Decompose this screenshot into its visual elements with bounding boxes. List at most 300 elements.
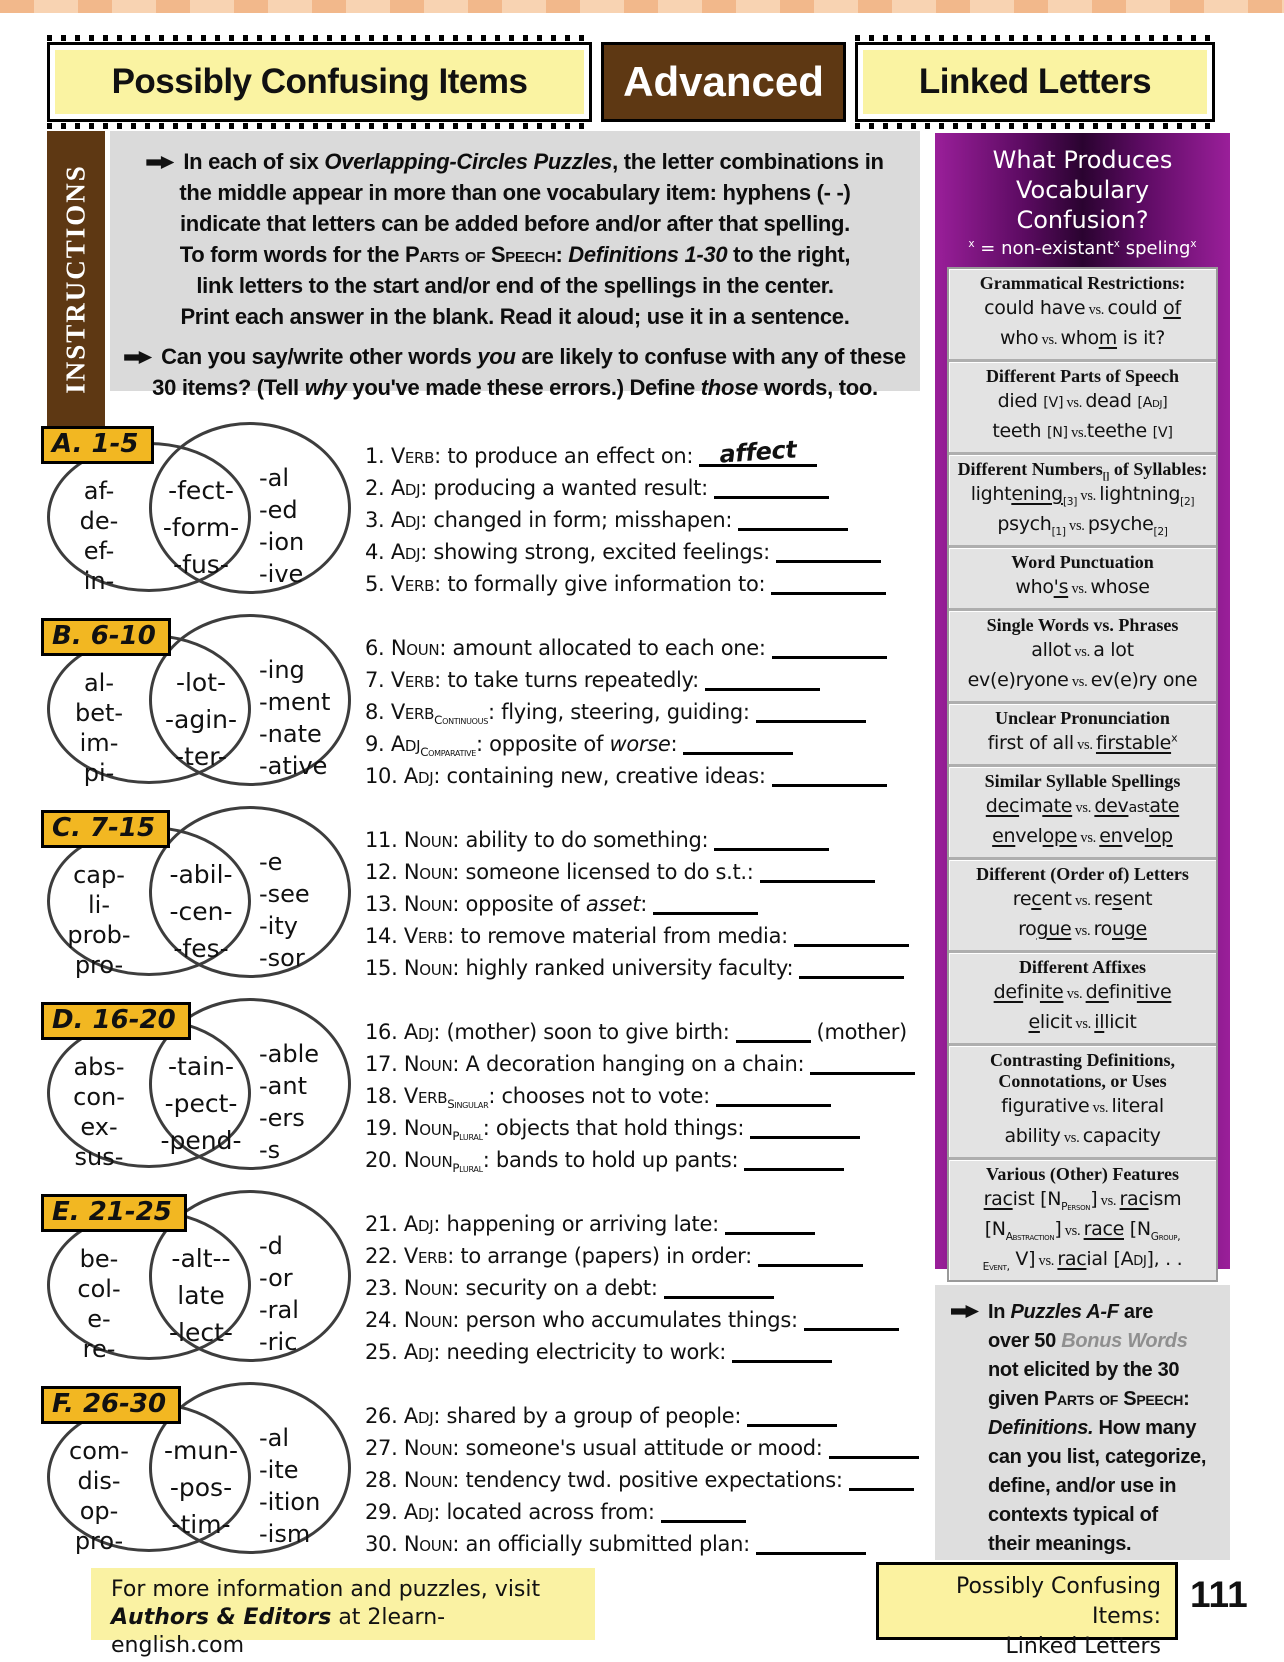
answer-blank[interactable] bbox=[747, 1406, 837, 1427]
definition-number: 3. bbox=[365, 508, 391, 532]
answer-blank[interactable] bbox=[829, 1438, 919, 1459]
answer-blank[interactable] bbox=[683, 734, 793, 755]
text-line: To form words for the Parts of Speech: Definitions 1-30 to the right, bbox=[179, 242, 851, 267]
part-of-speech-qualifier: Singular bbox=[447, 1097, 489, 1112]
letter-fragment: -mun- bbox=[163, 1436, 239, 1465]
definition-text: opposite of worse: bbox=[489, 732, 678, 756]
confusion-category bbox=[949, 857, 1216, 950]
answer-blank[interactable] bbox=[756, 1534, 866, 1555]
definition-text: to produce an effect on: bbox=[447, 444, 694, 468]
venn-stems bbox=[145, 1432, 257, 1543]
puzzle-label: C. 7-15 bbox=[41, 810, 170, 848]
instructions-paragraph-1 bbox=[120, 146, 910, 332]
text-line: For more information and puzzles, visit bbox=[111, 1577, 541, 1602]
definition-item: 17. Noun: A decoration hanging on a chain: bbox=[365, 1052, 920, 1076]
part-of-speech-qualifier: Plural bbox=[452, 1129, 483, 1144]
definition-text: highly ranked university faculty: bbox=[465, 956, 794, 980]
category-header: Contrasting Definitions, bbox=[989, 1050, 1175, 1070]
letter-fragment: ef- bbox=[83, 537, 115, 565]
answer-blank[interactable] bbox=[804, 1310, 899, 1331]
definition-text: happening or arriving late: bbox=[446, 1212, 719, 1236]
puzzle-row bbox=[45, 784, 920, 980]
definition-text: security on a debt: bbox=[465, 1276, 658, 1300]
venn-diagram bbox=[45, 592, 357, 787]
part-of-speech: Noun bbox=[403, 1532, 453, 1556]
confusion-category bbox=[949, 545, 1216, 608]
venn-suffixes bbox=[259, 654, 353, 782]
footer-title-line2: Linked Letters bbox=[1005, 1634, 1161, 1659]
sidebar-title-line1: What Produces bbox=[992, 146, 1173, 174]
example-line: $_{Event,}$ V] vs. racial [Adj], . . bbox=[982, 1248, 1183, 1273]
letter-fragment: -tim- bbox=[171, 1510, 231, 1539]
letter-fragment: bet- bbox=[74, 699, 124, 727]
definition-item: 21. Adj: happening or arriving late: bbox=[365, 1212, 920, 1236]
letter-fragment: -pos- bbox=[169, 1473, 233, 1502]
confusion-category bbox=[949, 359, 1216, 452]
sidebar-title-line2: Vocabulary Confusion? bbox=[1015, 176, 1150, 234]
definition-number: 8. bbox=[365, 700, 391, 724]
part-of-speech: Adj bbox=[390, 476, 421, 500]
category-header: Single Words vs. Phrases bbox=[986, 615, 1179, 635]
example-line: recent vs. resent bbox=[1012, 888, 1153, 910]
definition-text: located across from: bbox=[446, 1500, 655, 1524]
example-line: decimate vs. devastate bbox=[985, 795, 1180, 817]
confusion-category bbox=[949, 764, 1216, 857]
answer-blank[interactable] bbox=[714, 478, 829, 499]
definition-number: 7. bbox=[365, 668, 391, 692]
definition-number: 10. bbox=[365, 764, 404, 788]
answer-blank[interactable] bbox=[664, 1278, 774, 1299]
example-line: lightening$_{[3]}$ vs. lightning$_{[2]}$ bbox=[970, 483, 1195, 508]
text-line: In each of six Overlapping-Circles Puzzles, the letter combinations in bbox=[120, 146, 910, 177]
definition-item: 26. Adj: shared by a group of people: bbox=[365, 1404, 920, 1428]
definition-number: 15. bbox=[365, 956, 404, 980]
definition-number: 9. bbox=[365, 732, 391, 756]
part-of-speech: Adj bbox=[403, 764, 434, 788]
arrow-bullet-icon bbox=[124, 351, 152, 364]
part-of-speech: Noun bbox=[390, 636, 440, 660]
part-of-speech: Adj bbox=[390, 732, 421, 756]
definition-number: 22. bbox=[365, 1244, 404, 1268]
example-line: figurative vs. literal bbox=[1001, 1095, 1164, 1117]
text-line: the middle appear in more than one vocabulary item: hyphens (- -) bbox=[179, 180, 851, 205]
letter-fragment: -ition bbox=[259, 1488, 321, 1516]
venn-prefixes bbox=[55, 1244, 143, 1364]
part-of-speech: Noun bbox=[403, 828, 453, 852]
definition-number: 19. bbox=[365, 1116, 404, 1140]
definition-item: 28. Noun: tendency twd. positive expectations: bbox=[365, 1468, 920, 1492]
part-of-speech: Noun bbox=[403, 1436, 453, 1460]
venn-stems bbox=[145, 664, 257, 775]
definition-number: 13. bbox=[365, 892, 404, 916]
definition-number: 4. bbox=[365, 540, 391, 564]
definition-text: (mother) soon to give birth: bbox=[446, 1020, 730, 1044]
letter-fragment: af- bbox=[83, 477, 115, 505]
letter-fragment: -ity bbox=[259, 912, 298, 940]
definition-text: flying, steering, guiding: bbox=[501, 700, 750, 724]
instructions-tab bbox=[47, 131, 105, 427]
puzzle-label: B. 6-10 bbox=[41, 618, 171, 656]
letter-fragment: -lect- bbox=[169, 1318, 233, 1347]
text-line: In Puzzles A-F are bbox=[951, 1298, 1220, 1327]
definition-text: objects that hold things: bbox=[495, 1116, 745, 1140]
part-of-speech-qualifier: Comparative bbox=[420, 745, 477, 760]
definition-item: 22. Verb: to arrange (papers) in order: bbox=[365, 1244, 920, 1268]
confusion-category bbox=[949, 1043, 1216, 1157]
answer-blank[interactable] bbox=[776, 542, 881, 563]
definition-item: 25. Adj: needing electricity to work: bbox=[365, 1340, 920, 1364]
definition-number: 26. bbox=[365, 1404, 404, 1428]
definition-text: to take turns repeatedly: bbox=[447, 668, 699, 692]
definitions-list bbox=[357, 1168, 920, 1364]
definition-text: producing a wanted result: bbox=[433, 476, 708, 500]
definitions-list bbox=[357, 400, 920, 596]
venn-prefixes bbox=[55, 1436, 143, 1556]
definition-number: 20. bbox=[365, 1148, 404, 1172]
letter-fragment: re- bbox=[82, 1335, 116, 1363]
letter-fragment: -ing bbox=[259, 656, 305, 684]
definition-item: 27. Noun: someone's usual attitude or mood: bbox=[365, 1436, 920, 1460]
confusion-sidebar bbox=[935, 133, 1230, 1273]
example-line: died [V] vs. dead [Adj] bbox=[997, 390, 1168, 412]
definition-item: 13. Noun: opposite of asset: bbox=[365, 892, 920, 916]
definition-text: to arrange (papers) in order: bbox=[460, 1244, 752, 1268]
letter-fragment: -ter- bbox=[175, 742, 227, 771]
level-badge: Advanced bbox=[604, 45, 843, 119]
decorative-top-strip bbox=[0, 0, 1284, 13]
confusion-category bbox=[949, 608, 1216, 701]
part-of-speech: Adj bbox=[390, 540, 421, 564]
definition-item: 10. Adj: containing new, creative ideas: bbox=[365, 764, 920, 788]
letter-fragment: abs- bbox=[73, 1053, 125, 1081]
answer-blank[interactable] bbox=[736, 1022, 811, 1043]
arrow-bullet-icon bbox=[146, 156, 174, 169]
venn-diagram bbox=[45, 1168, 357, 1363]
venn-diagram bbox=[45, 976, 357, 1171]
letter-fragment: -s bbox=[259, 1136, 281, 1164]
definition-number: 24. bbox=[365, 1308, 404, 1332]
letter-fragment: op- bbox=[79, 1497, 119, 1525]
confusion-categories bbox=[947, 267, 1218, 1282]
definition-number: 12. bbox=[365, 860, 404, 884]
definition-text: an officially submitted plan: bbox=[465, 1532, 750, 1556]
definition-text: to remove material from media: bbox=[460, 924, 788, 948]
puzzle-label: A. 1-5 bbox=[41, 426, 154, 464]
text-line: indicate that letters can be added before and/or after that spelling. bbox=[180, 211, 850, 236]
venn-diagram bbox=[45, 400, 357, 595]
definition-number: 14. bbox=[365, 924, 404, 948]
letter-fragment: -ral bbox=[259, 1296, 299, 1324]
answer-blank[interactable] bbox=[756, 702, 866, 723]
letter-fragment: -nate bbox=[259, 720, 322, 748]
example-line: ability vs. capacity bbox=[1004, 1125, 1161, 1147]
venn-prefixes bbox=[55, 1052, 143, 1172]
page-header bbox=[47, 42, 1215, 122]
definition-number: 18. bbox=[365, 1084, 404, 1108]
definition-number: 29. bbox=[365, 1500, 404, 1524]
definition-tail: (mother) bbox=[816, 1020, 907, 1044]
example-line: could have vs. could of bbox=[984, 297, 1181, 319]
handwritten-answer: affect bbox=[718, 435, 798, 469]
venn-prefixes bbox=[55, 476, 143, 596]
sidebar-subtitle: $^x$ = non-existant$^x$ speling$^x$ bbox=[968, 238, 1197, 259]
letter-fragment: dis- bbox=[77, 1467, 121, 1495]
definition-text: opposite of asset: bbox=[465, 892, 648, 916]
puzzle-row bbox=[45, 1360, 920, 1556]
confusion-category bbox=[949, 269, 1216, 359]
definition-item: 1. Verb: to produce an effect on: affect bbox=[365, 444, 920, 468]
definition-number: 16. bbox=[365, 1020, 404, 1044]
part-of-speech: Noun bbox=[403, 1468, 453, 1492]
example-line: definite vs. definitive bbox=[993, 981, 1172, 1003]
definition-number: 27. bbox=[365, 1436, 404, 1460]
letter-fragment: -fect- bbox=[168, 476, 234, 505]
puzzle-label: E. 21-25 bbox=[41, 1194, 187, 1232]
puzzle-row bbox=[45, 1168, 920, 1364]
letter-fragment: -ion bbox=[259, 528, 305, 556]
letter-fragment: -lot- bbox=[175, 668, 227, 697]
letter-fragment: be- bbox=[79, 1245, 119, 1273]
part-of-speech-qualifier: Continuous bbox=[434, 713, 488, 728]
confusion-category bbox=[949, 950, 1216, 1043]
category-header: Different (Order of) Letters bbox=[976, 864, 1189, 884]
part-of-speech: Adj bbox=[403, 1212, 434, 1236]
answer-blank[interactable] bbox=[772, 638, 887, 659]
definition-item: 15. Noun: highly ranked university faculty: bbox=[365, 956, 920, 980]
definition-item: 20. Noun$_{Plural}$: bands to hold up pants: bbox=[365, 1148, 920, 1172]
letter-fragment: -ant bbox=[259, 1072, 307, 1100]
answer-blank[interactable] bbox=[714, 830, 829, 851]
letter-fragment: -tain- bbox=[168, 1052, 234, 1081]
part-of-speech: Verb bbox=[390, 668, 435, 692]
definition-text: needing electricity to work: bbox=[446, 1340, 727, 1364]
letter-fragment: -ers bbox=[259, 1104, 305, 1132]
letter-fragment: pi- bbox=[83, 759, 115, 787]
definition-item: 12. Noun: someone licensed to do s.t.: bbox=[365, 860, 920, 884]
answer-blank[interactable] bbox=[705, 670, 820, 691]
answer-blank[interactable] bbox=[661, 1502, 746, 1523]
page-title-series: Possibly Confusing Items bbox=[55, 50, 584, 114]
letter-fragment: prob- bbox=[67, 921, 131, 949]
definition-item: 23. Noun: security on a debt: bbox=[365, 1276, 920, 1300]
puzzles-column bbox=[45, 400, 920, 1556]
letter-fragment: -fus- bbox=[173, 550, 229, 579]
answer-blank[interactable] bbox=[758, 1246, 863, 1267]
definition-text: someone licensed to do s.t.: bbox=[465, 860, 754, 884]
example-line: teeth [N] vs.teethe [V] bbox=[992, 420, 1173, 442]
letter-fragment: -ism bbox=[259, 1520, 311, 1548]
definition-text: bands to hold up pants: bbox=[495, 1148, 739, 1172]
definition-text: person who accumulates things: bbox=[465, 1308, 798, 1332]
puzzle-row bbox=[45, 976, 920, 1176]
footer-info-text bbox=[111, 1576, 575, 1660]
definition-text: chooses not to vote: bbox=[501, 1084, 710, 1108]
answer-blank[interactable] bbox=[738, 510, 848, 531]
definition-item: 7. Verb: to take turns repeatedly: bbox=[365, 668, 920, 692]
footer-title-line1: Possibly Confusing Items: bbox=[955, 1574, 1161, 1629]
category-header: Connotations, or Uses bbox=[998, 1071, 1167, 1091]
letter-fragment: -ment bbox=[259, 688, 331, 716]
puzzle-row bbox=[45, 400, 920, 596]
category-header: Word Punctuation bbox=[1011, 552, 1154, 572]
definition-number: 21. bbox=[365, 1212, 404, 1236]
text-line: Can you say/write other words you are likely to confuse with any of these bbox=[120, 341, 910, 372]
definition-item: 11. Noun: ability to do something: bbox=[365, 828, 920, 852]
text-line: can you list, categorize, bbox=[988, 1446, 1207, 1468]
category-header: Different Numbers$_{[]}$ of Syllables: bbox=[957, 459, 1208, 483]
letter-fragment: -d bbox=[259, 1232, 283, 1260]
example-line: who vs. whom is it? bbox=[1000, 327, 1165, 349]
page-number: 111 bbox=[1190, 1574, 1248, 1615]
instructions-paragraph-2 bbox=[120, 341, 910, 403]
part-of-speech: Verb bbox=[403, 1084, 448, 1108]
answer-blank[interactable] bbox=[653, 894, 758, 915]
text-line: given Parts of Speech: bbox=[988, 1388, 1190, 1410]
definition-item: 8. Verb$_{Continuous}$: flying, steering, guiding: bbox=[365, 700, 920, 724]
letter-fragment: -alt-- bbox=[171, 1244, 231, 1273]
definition-number: 2. bbox=[365, 476, 391, 500]
letter-fragment: late bbox=[177, 1281, 225, 1310]
part-of-speech: Verb bbox=[403, 1244, 448, 1268]
text-line: link letters to the start and/or end of the spellings in the center. bbox=[196, 273, 834, 298]
puzzle-label: D. 16-20 bbox=[41, 1002, 191, 1040]
example-line: racist $[N_{Person}]$ vs. racism bbox=[983, 1188, 1182, 1213]
definition-text: showing strong, excited feelings: bbox=[433, 540, 770, 564]
example-line: $[N_{Abstraction}]$ vs. race [$N_{Group,}$ bbox=[984, 1218, 1181, 1243]
answer-blank[interactable] bbox=[810, 1054, 915, 1075]
definition-number: 5. bbox=[365, 572, 391, 596]
instructions-box bbox=[110, 131, 920, 400]
definition-item: 18. Verb$_{Singular}$: chooses not to vote: bbox=[365, 1084, 920, 1108]
letter-fragment: de- bbox=[79, 507, 119, 535]
text-line: 30 items? (Tell why you've made these errors.) Define those words, too. bbox=[152, 375, 878, 400]
definition-number: 23. bbox=[365, 1276, 404, 1300]
part-of-speech: Noun bbox=[403, 860, 453, 884]
arrow-bullet-icon bbox=[951, 1305, 979, 1318]
part-of-speech: Verb bbox=[403, 924, 448, 948]
definition-item: 2. Adj: producing a wanted result: bbox=[365, 476, 920, 500]
letter-fragment: pro- bbox=[74, 1527, 124, 1555]
definition-text: tendency twd. positive expectations: bbox=[465, 1468, 843, 1492]
letter-fragment: sus- bbox=[74, 1143, 124, 1171]
letter-fragment: li- bbox=[88, 891, 110, 919]
venn-stems bbox=[145, 1048, 257, 1159]
text-line: over 50 Bonus Words bbox=[988, 1330, 1188, 1352]
letter-fragment: in- bbox=[83, 567, 115, 595]
venn-stems bbox=[145, 1240, 257, 1351]
letter-fragment: -cen- bbox=[169, 897, 233, 926]
letter-fragment: con- bbox=[73, 1083, 125, 1111]
letter-fragment: -see bbox=[259, 880, 310, 908]
part-of-speech: Noun bbox=[403, 956, 453, 980]
header-box-right bbox=[855, 42, 1215, 122]
instructions-tab-label: INSTRUCTIONS bbox=[60, 164, 91, 394]
definition-item: 19. Noun$_{Plural}$: objects that hold things: bbox=[365, 1116, 920, 1140]
letter-fragment: cap- bbox=[73, 861, 125, 889]
category-header: Various (Other) Features bbox=[986, 1164, 1179, 1184]
answer-blank[interactable] bbox=[849, 1470, 914, 1491]
part-of-speech: Noun bbox=[403, 1148, 453, 1172]
text-line: Definitions. How many bbox=[988, 1417, 1197, 1439]
letter-fragment: -agin- bbox=[164, 705, 238, 734]
definition-number: 17. bbox=[365, 1052, 404, 1076]
answer-blank[interactable] bbox=[699, 435, 817, 469]
letter-fragment: -able bbox=[259, 1040, 320, 1068]
letter-fragment: e- bbox=[87, 1305, 111, 1333]
venn-suffixes bbox=[259, 1422, 353, 1550]
letter-fragment: -form- bbox=[162, 513, 240, 542]
text-line: not elicited by the 30 bbox=[988, 1359, 1180, 1381]
letter-fragment: -pect- bbox=[164, 1089, 238, 1118]
letter-fragment: -ed bbox=[259, 496, 298, 524]
definition-number: 11. bbox=[365, 828, 404, 852]
definition-item: 14. Verb: to remove material from media: bbox=[365, 924, 920, 948]
footer-title-box bbox=[876, 1562, 1178, 1659]
definition-number: 25. bbox=[365, 1340, 404, 1364]
answer-blank[interactable] bbox=[794, 926, 909, 947]
category-header: Unclear Pronunciation bbox=[995, 708, 1170, 728]
letter-fragment: col- bbox=[77, 1275, 121, 1303]
answer-blank[interactable] bbox=[750, 1118, 860, 1139]
letter-fragment: -e bbox=[259, 848, 283, 876]
definition-item: 5. Verb: to formally give information to: bbox=[365, 572, 920, 596]
definitions-list bbox=[357, 784, 920, 980]
category-header: Similar Syllable Spellings bbox=[984, 771, 1181, 791]
letter-fragment: -pend- bbox=[160, 1126, 242, 1155]
letter-fragment: -al bbox=[259, 464, 290, 492]
definition-item: 9. Adj$_{Comparative}$: opposite of worse: bbox=[365, 732, 920, 756]
letter-fragment: -ric bbox=[259, 1328, 298, 1356]
definitions-list bbox=[357, 592, 920, 788]
answer-blank[interactable] bbox=[725, 1214, 815, 1235]
letter-fragment: -ive bbox=[259, 560, 304, 588]
part-of-speech: Noun bbox=[403, 892, 453, 916]
letter-fragment: -al bbox=[259, 1424, 290, 1452]
category-header: Grammatical Restrictions: bbox=[979, 273, 1186, 293]
header-box-left bbox=[47, 42, 592, 122]
definition-text: shared by a group of people: bbox=[446, 1404, 742, 1428]
venn-suffixes bbox=[259, 1230, 353, 1358]
venn-diagram bbox=[45, 1360, 357, 1555]
confusion-category bbox=[949, 452, 1216, 545]
answer-blank[interactable] bbox=[716, 1086, 831, 1107]
letter-fragment: -ite bbox=[259, 1456, 299, 1484]
definition-number: 1. bbox=[365, 444, 391, 468]
venn-suffixes bbox=[259, 846, 353, 974]
answer-blank[interactable] bbox=[760, 862, 875, 883]
definition-item: 3. Adj: changed in form; misshapen: bbox=[365, 508, 920, 532]
definition-text: A decoration hanging on a chain: bbox=[465, 1052, 805, 1076]
part-of-speech: Adj bbox=[390, 508, 421, 532]
definition-text: to formally give information to: bbox=[447, 572, 766, 596]
part-of-speech: Adj bbox=[403, 1020, 434, 1044]
venn-suffixes bbox=[259, 1038, 353, 1166]
venn-prefixes bbox=[55, 668, 143, 788]
definition-item: 29. Adj: located across from: bbox=[365, 1500, 920, 1524]
definition-text: containing new, creative ideas: bbox=[446, 764, 766, 788]
footer-info-box bbox=[91, 1568, 595, 1658]
example-line: envelope vs. envelop bbox=[992, 825, 1173, 847]
definition-text: someone's usual attitude or mood: bbox=[465, 1436, 823, 1460]
definition-text: changed in form; misshapen: bbox=[433, 508, 733, 532]
puzzle-row bbox=[45, 592, 920, 788]
letter-fragment: im- bbox=[79, 729, 119, 757]
text-line: Authors & Editors at 2learn-english.com bbox=[111, 1605, 446, 1658]
letter-fragment: com- bbox=[69, 1437, 129, 1465]
definitions-list bbox=[357, 976, 920, 1176]
venn-stems bbox=[145, 856, 257, 967]
letter-fragment: -ative bbox=[259, 752, 328, 780]
